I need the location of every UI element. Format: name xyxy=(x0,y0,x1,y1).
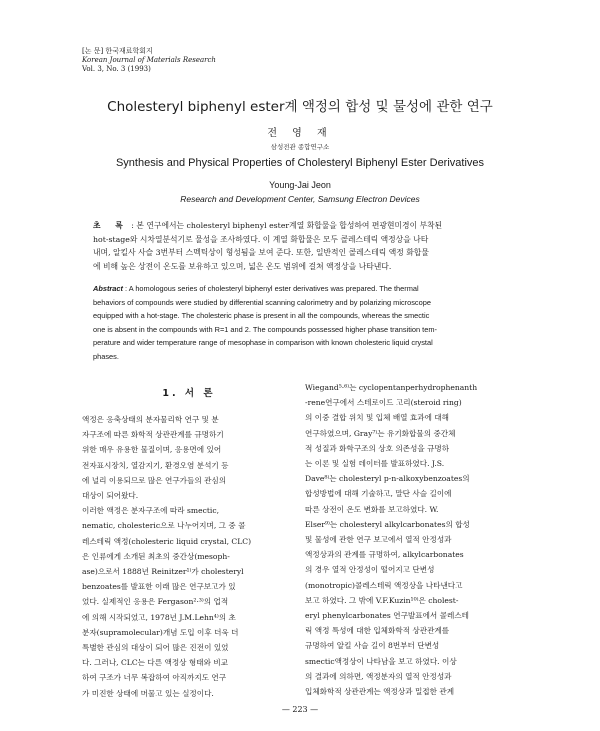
abstract-korean-line: 에 비해 높은 상전이 온도를 보유하고 있으며, 넓은 온도 범위에 걸쳐 액정상을 나타낸다. xyxy=(93,261,392,271)
body-line: 분자(supramolecular)개념 도입 이후 더욱 더 xyxy=(82,627,239,637)
body-line: benzoates를 발표한 이래 많은 연구보고가 있 xyxy=(82,582,236,592)
body-line: Wiegand⁵·⁶⁾는 cyclopentanperhydrophenanth xyxy=(305,383,478,392)
body-line: 적 성질과 화학구조의 상호 의존성을 규명하 xyxy=(305,443,450,453)
body-line: eryl phenylcarbonates 연구발표에서 콜레스테 xyxy=(305,611,469,621)
body-line: 및 물성에 관한 연구 보고에서 열적 안정성과 xyxy=(305,535,452,545)
body-line: 대상이 되어왔다. xyxy=(82,491,139,501)
body-line: 었다. 실제적인 응용은 Fergason²·³⁾의 업적 xyxy=(82,597,229,607)
body-line: 자구조에 따른 화학적 상관관계를 규명하기 xyxy=(82,430,224,440)
body-line: 특별한 관심의 대상이 되어 많은 진전이 있었 xyxy=(82,643,229,653)
body-line: 액정은 응축상태의 분자물리학 연구 및 분 xyxy=(82,415,219,424)
abstract-english-line: one is absent in the compounds with R=1 and 2. The compounds possessed higher phase transition tem- xyxy=(93,324,437,334)
affiliation-english: Research and Development Center, Samsung Electron Devices xyxy=(180,194,420,204)
body-line: 따른 상전이 온도 변화를 보고하였다. W. xyxy=(305,504,439,514)
body-line: Dave⁸⁾는 cholesteryl p-n-alkoxybenzoates의 xyxy=(305,474,470,484)
section-heading-introduction: 1. 서 론 xyxy=(162,388,216,399)
body-line: 에 널리 이용되므로 많은 연구가들의 관심의 xyxy=(82,475,227,485)
body-line: 입체화학적 상관관계는 액정상과 밀접한 관계 xyxy=(305,687,455,697)
body-line: 합성방법에 대해 기술하고, 말단 사슬 길이에 xyxy=(305,489,452,499)
body-line: Elser⁹⁾는 cholesteryl alkylcarbonates의 합성 xyxy=(305,519,470,529)
body-line: nematic, cholesteric으로 나누어지며, 그 중 콜 xyxy=(82,521,246,531)
body-line: 다. 그러나, CLC는 다른 액정상 형태와 비교 xyxy=(82,658,229,668)
body-line: -rene연구에서 스테로이드 고리(steroid ring) xyxy=(305,398,462,408)
abstract-english-line: perature and wider temperature range of mesophase in comparison with known cholesteric liquid crystal xyxy=(93,338,433,347)
body-line: 연구하였으며, Gray⁷⁾는 유기화합물의 중간체 xyxy=(305,428,456,438)
abstract-english-line xyxy=(93,282,513,296)
body-column-right xyxy=(305,380,519,699)
abstract-english-text: : A homologous series of cholesteryl biphenyl ester derivatives was prepared. The thermal xyxy=(125,284,419,293)
abstract-english-label: Abstract xyxy=(93,284,123,293)
journal-volume: Vol. 3, No. 3 (1993) xyxy=(82,65,151,73)
affiliation-korean: 삼성전관 종합연구소 xyxy=(270,143,330,151)
body-line: 가 미진한 상태에 머물고 있는 실정이다. xyxy=(82,688,214,698)
abstract-korean-line: hot-stage와 시차열분석기로 물성을 조사하였다. 이 계열 화합물은 모두 콜레스테릭 액정상을 나타 xyxy=(93,234,429,244)
body-line: 의 결과에 의하면, 액정분자의 열적 안정성과 xyxy=(305,671,452,681)
author-korean: 전 영 재 xyxy=(267,128,333,139)
abstract-english-line: equipped with a hot-stage. The cholesteric phase is present in all the compounds, whereas the smectic xyxy=(93,311,430,320)
abstract-english-line: behaviors of compounds were studied by differential scanning calorimetry and by polarizing microscope xyxy=(93,297,431,307)
abstract-english-line: phases. xyxy=(93,351,119,361)
body-line: 하여 구조가 너무 복잡하여 아직까지도 연구 xyxy=(82,673,227,683)
abstract-english xyxy=(93,282,513,363)
abstract-korean-line xyxy=(93,219,513,233)
body-line: ase)으로서 1888년 Reinitzer¹⁾가 cholesteryl xyxy=(82,567,244,577)
author-english: Young-Jai Jeon xyxy=(269,180,331,190)
title-english: Synthesis and Physical Properties of Cholesteryl Biphenyl Ester Derivatives xyxy=(115,157,485,169)
abstract-korean-text: : 본 연구에서는 cholesteryl biphenyl ester계열 화합물을 합성하여 편광현미경이 부착된 xyxy=(131,221,443,230)
body-line: 는 이론 및 실험 데이터를 발표하였다. J.S. xyxy=(305,459,445,469)
body-line: 의 경우 열적 안정성이 떨어지고 단변성 xyxy=(305,565,435,575)
journal-line-ko: [논 문] 한국재료학회지 xyxy=(82,47,153,55)
body-line: 액정상과의 관계를 규명하여, alkylcarbonates xyxy=(305,550,464,560)
body-line: 이러한 액정은 분자구조에 따라 smectic, xyxy=(82,506,220,516)
body-line: 레스테릭 액정(cholesteric liquid crystal, CLC) xyxy=(82,536,252,546)
body-line: 전자표시장치, 열감지기, 환경오염 분석기 등 xyxy=(82,460,229,470)
body-line: 보고 하였다. 그 밖에 V.F.Kuzin¹⁰⁾은 cholest- xyxy=(305,595,459,605)
body-line: 릭 액정 특성에 대한 입체화학적 상관관계를 xyxy=(305,626,450,636)
page-number: — 223 — xyxy=(281,705,319,714)
body-line: 에 의해 시작되었고, 1978년 J.M.Lehn⁴⁾의 초 xyxy=(82,612,236,622)
body-line: smectic액정상이 나타남을 보고 하였다. 이상 xyxy=(305,656,457,666)
abstract-korean xyxy=(93,219,513,273)
body-line: 의 이중 결합 위치 및 입체 배열 효과에 대해 xyxy=(305,413,450,423)
abstract-korean-line: 내며, 알킬사 사슬 3번부터 스멕틱상이 형성됨을 보여 준다. 또한, 일반적인 콜레스테릭 액정 화합물 xyxy=(93,248,429,257)
body-column-left xyxy=(82,412,296,701)
journal-header xyxy=(82,47,216,74)
journal-line-en: Korean Journal of Materials Research xyxy=(82,56,216,64)
body-line: 은 인류에게 소개된 최초의 중간상(mesoph- xyxy=(82,551,230,561)
body-line: 위한 매우 유용한 물질이며, 응용면에 있어 xyxy=(82,445,222,455)
body-line: (monotropic)콜레스테릭 액정상을 나타낸다고 xyxy=(305,580,463,590)
abstract-korean-label: 초 록 xyxy=(93,221,129,230)
body-line: 규명하여 알킬 사슬 길이 8번부터 단변성 xyxy=(305,641,440,651)
title-korean: Cholesteryl biphenyl ester계 액정의 합성 및 물성에 관한 연구 xyxy=(107,99,493,115)
